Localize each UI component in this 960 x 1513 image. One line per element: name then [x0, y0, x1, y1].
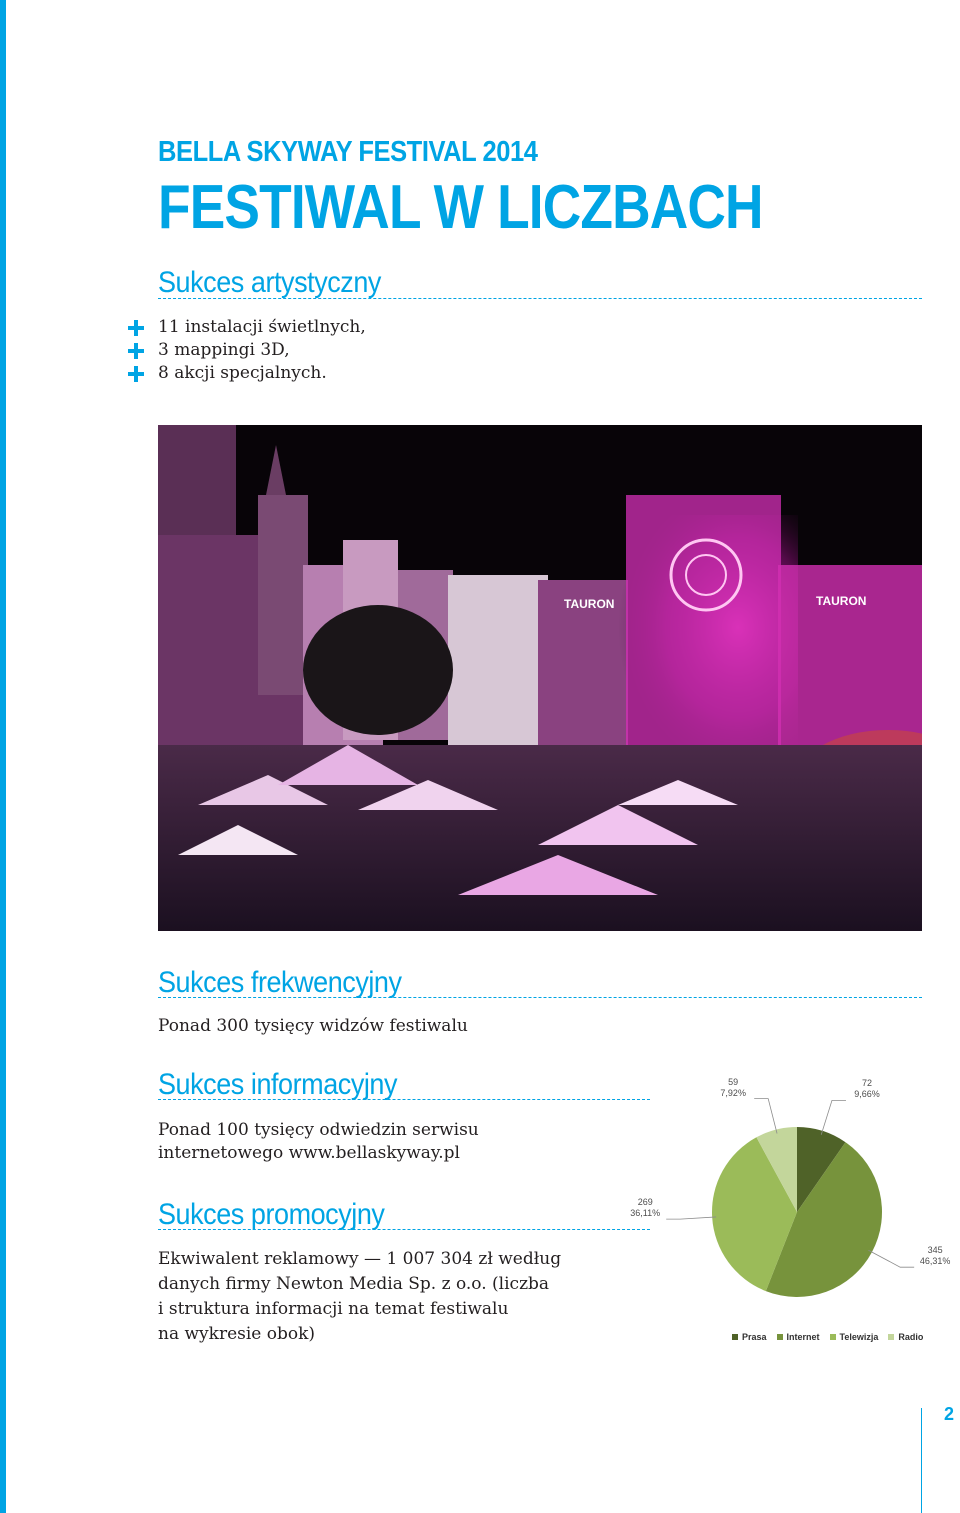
bullet-text: 8 akcji specjalnych. [158, 363, 327, 383]
pie-value-label: 72 [861, 1078, 872, 1089]
page-number-rule [921, 1408, 922, 1513]
text-line: Ekwiwalent reklamowy — 1 007 304 zł według [158, 1249, 562, 1269]
pie-value-label: 269 [637, 1197, 653, 1208]
legend-label: Prasa [742, 1332, 767, 1342]
text-line: danych firmy Newton Media Sp. z o.o. (liczba [158, 1274, 550, 1294]
list-item [128, 316, 366, 339]
pie-leader-line [868, 1250, 914, 1267]
bullet-text: 11 instalacji świetlnych, [158, 317, 366, 337]
chart-legend [732, 1332, 923, 1342]
section-divider [158, 1099, 650, 1100]
legend-swatch [732, 1334, 738, 1340]
legend-label: Telewizja [839, 1332, 879, 1342]
pie-percent-label: 7,92% [720, 1087, 746, 1098]
bullet-text: 3 mappingi 3D, [158, 340, 290, 360]
plus-icon [128, 366, 144, 382]
legend-swatch [888, 1334, 894, 1340]
plus-icon [128, 343, 144, 359]
festival-kicker: BELLA SKYWAY FESTIVAL 2014 [158, 136, 538, 168]
promotion-text [158, 1247, 561, 1347]
legend-item-telewizja [830, 1332, 879, 1342]
attendance-text: Ponad 300 tysięcy widzów festiwalu [158, 1016, 468, 1036]
list-item [128, 339, 366, 362]
pie-data-label [626, 1197, 664, 1219]
legend-item-internet [777, 1332, 820, 1342]
pie-data-label [848, 1078, 886, 1100]
pie-percent-label: 9,66% [854, 1089, 880, 1100]
pie-leader-line [754, 1099, 777, 1134]
section-divider [158, 1229, 650, 1230]
section-divider [158, 997, 922, 998]
pie-value-label: 59 [728, 1076, 739, 1087]
section-divider [158, 298, 922, 299]
pie-data-label [714, 1077, 752, 1099]
media-structure-pie-chart [630, 1076, 955, 1355]
section-heading-information: Sukces informacyjny [158, 1068, 398, 1101]
pie-leader-line [821, 1100, 846, 1134]
legend-label: Radio [898, 1332, 924, 1342]
section-heading-promotion: Sukces promocyjny [158, 1198, 385, 1231]
legend-item-prasa [732, 1332, 767, 1342]
text-line: na wykresie obok) [158, 1324, 316, 1344]
pie-leader-line [666, 1217, 716, 1219]
sponsor-logo: TAURON [816, 594, 867, 608]
left-accent-bar [0, 0, 6, 1513]
pie-percent-label: 36,11% [630, 1208, 661, 1219]
pie-data-label [916, 1245, 954, 1267]
pie-chart-svg [655, 1085, 955, 1355]
section-heading-attendance: Sukces frekwencyjny [158, 966, 402, 999]
text-line: internetowego www.bellaskyway.pl [158, 1143, 460, 1163]
information-text [158, 1119, 479, 1165]
legend-swatch [777, 1334, 783, 1340]
legend-label: Internet [786, 1332, 820, 1342]
legend-item-radio [888, 1332, 923, 1342]
text-line: i struktura informacji na temat festiwalu [158, 1299, 509, 1319]
pie-percent-label: 46,31% [919, 1256, 951, 1267]
legend-swatch [830, 1334, 836, 1340]
plus-icon [128, 320, 144, 336]
pie-value-label: 345 [927, 1245, 943, 1256]
section-heading-artistic: Sukces artystyczny [158, 266, 381, 299]
text-line: Ponad 100 tysięcy odwiedzin serwisu [158, 1120, 479, 1140]
page-number: 2 [944, 1404, 955, 1424]
artistic-bullet-list [128, 316, 366, 385]
page-title: FESTIWAL W LICZBACH [158, 173, 763, 242]
list-item [128, 362, 366, 385]
sponsor-logo: TAURON [564, 597, 615, 611]
festival-photo [158, 425, 922, 931]
